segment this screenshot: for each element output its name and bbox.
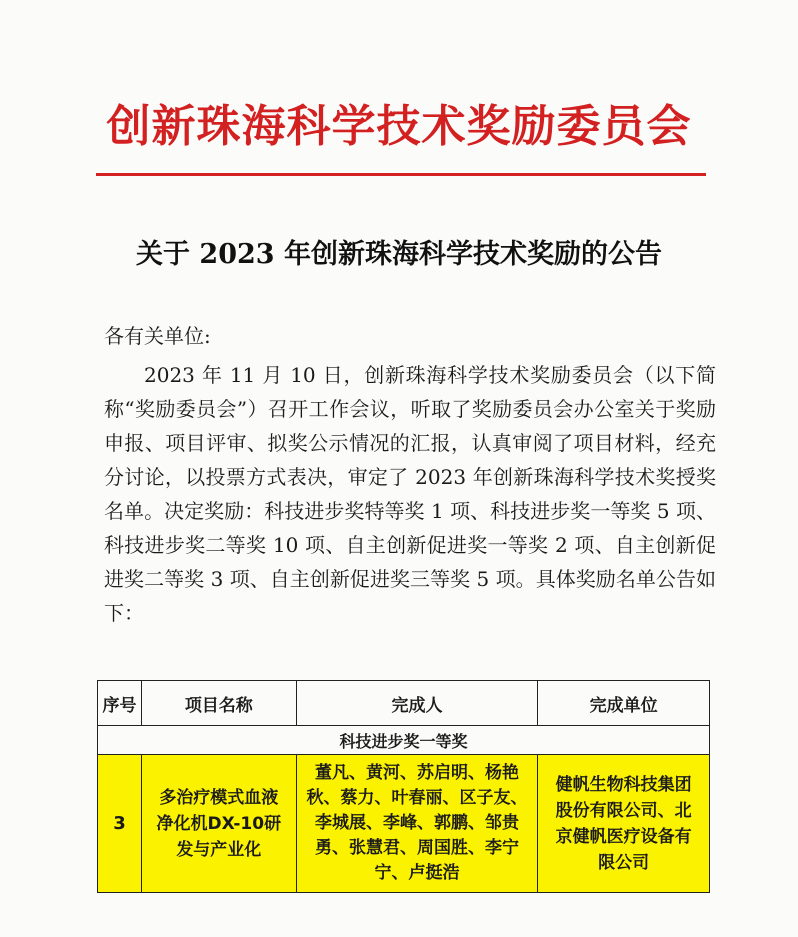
section-row	[98, 726, 710, 755]
project-name: 多治疗模式血液净化机DX-10研发与产业化	[141, 755, 296, 893]
table-header-row	[98, 681, 710, 726]
column-header-people: 完成人	[296, 681, 538, 726]
contributors: 董凡、黄河、苏启明、杨艳秋、蔡力、叶春丽、区子友、李城展、李峰、郭鹏、邹贵勇、张慧君、周国胜、李宁宁、卢挺浩	[296, 755, 538, 893]
header-divider	[96, 173, 706, 176]
column-header-project: 项目名称	[141, 681, 296, 726]
body-paragraph: 2023 年 11 月 10 日，创新珠海科学技术奖励委员会（以下简称“奖励委员会”）召开工作会议，听取了奖励委员会办公室关于奖励申报、项目评审、拟奖公示情况的汇报，认真审阅了项目材料，经充分讨论，以投票方式表决，审定了 2023 年创新珠海科学技术奖授奖名单。决定奖励：科技进步奖特等奖 1 项、科技进步奖一等奖 5 项、科技进步奖二等奖 10 项、自主创新促进奖一等奖 2 项、自主创新促进奖二等奖 3 项、自主创新促进奖三等奖 5 项。具体奖励名单公告如下：	[104, 363, 716, 625]
table-row	[98, 755, 710, 893]
document-title: 关于 2023 年创新珠海科学技术奖励的公告	[136, 239, 662, 270]
row-number: 3	[98, 755, 142, 893]
section-label: 科技进步奖一等奖	[98, 726, 710, 755]
salutation: 各有关单位:	[104, 324, 211, 348]
column-header-org: 完成单位	[538, 681, 710, 726]
organization-header: 创新珠海科学技术奖励委员会	[106, 101, 692, 152]
completing-units: 健帆生物科技集团股份有限公司、北京健帆医疗设备有限公司	[538, 755, 710, 893]
column-header-no: 序号	[98, 681, 142, 726]
awards-table	[97, 680, 710, 893]
